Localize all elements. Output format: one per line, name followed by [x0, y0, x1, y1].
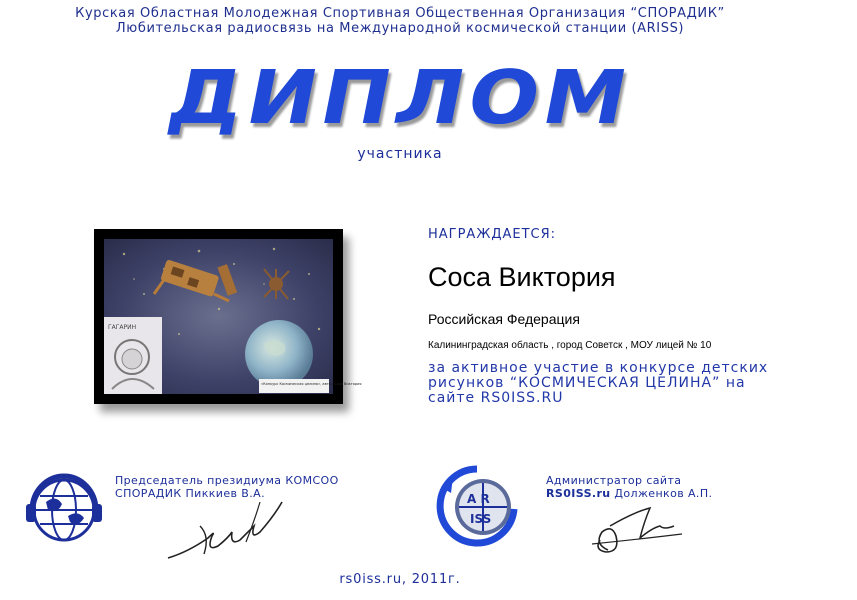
globe-headphones-logo-icon [24, 464, 104, 554]
award-reason: за активное участие в конкурсе детских рисунков “КОСМИЧЕСКАЯ ЦЕЛИНА” на сайте RS0ISS.RU [428, 360, 769, 406]
admin-site: RS0ISS.ru [546, 487, 611, 500]
svg-text:ISS: ISS [470, 512, 492, 526]
artwork-caption: «Конкурс Космическая целина», автор Соса Виктория [261, 382, 362, 386]
chairman-name: СПОРАДИК Пиккиев В.А. [115, 487, 265, 500]
recipient-country: Российская Федерация [428, 311, 580, 327]
awarded-label: НАГРАЖДАЕТСЯ: [428, 227, 557, 242]
portrait-drawing [104, 317, 162, 394]
admin-signature-block [546, 474, 712, 500]
svg-text:ГАГАРИН: ГАГАРИН [108, 324, 137, 331]
organization-name: Курская Областная Молодежная Спортивная Общественная Организация “СПОРАДИК” [75, 6, 725, 21]
organization-subtitle: Любительская радиосвязь на Международной космической станции (ARISS) [115, 21, 685, 36]
admin-title: Администратор сайта [546, 474, 682, 487]
svg-text:A R: A R [467, 492, 490, 506]
ariss-logo-icon [437, 463, 517, 549]
diploma-title: ДИПЛОМ [160, 55, 640, 141]
recipient-name: Соса Виктория [428, 262, 616, 292]
recipient-region: Калининградская область , город Советск , МОУ лицей № 10 [428, 340, 712, 351]
artwork-image [104, 239, 362, 394]
admin-name-line [546, 487, 712, 500]
admin-signature-scribble [580, 500, 690, 564]
admin-name: Долженков А.П. [610, 487, 713, 500]
chairman-title: Председатель президиума КОМСОО [115, 474, 339, 487]
chairman-signature-scribble [160, 496, 290, 566]
artwork-frame [94, 229, 362, 404]
footer-site-year: rs0iss.ru, 2011г. [339, 572, 461, 587]
diploma-subtitle: участника [357, 146, 443, 162]
